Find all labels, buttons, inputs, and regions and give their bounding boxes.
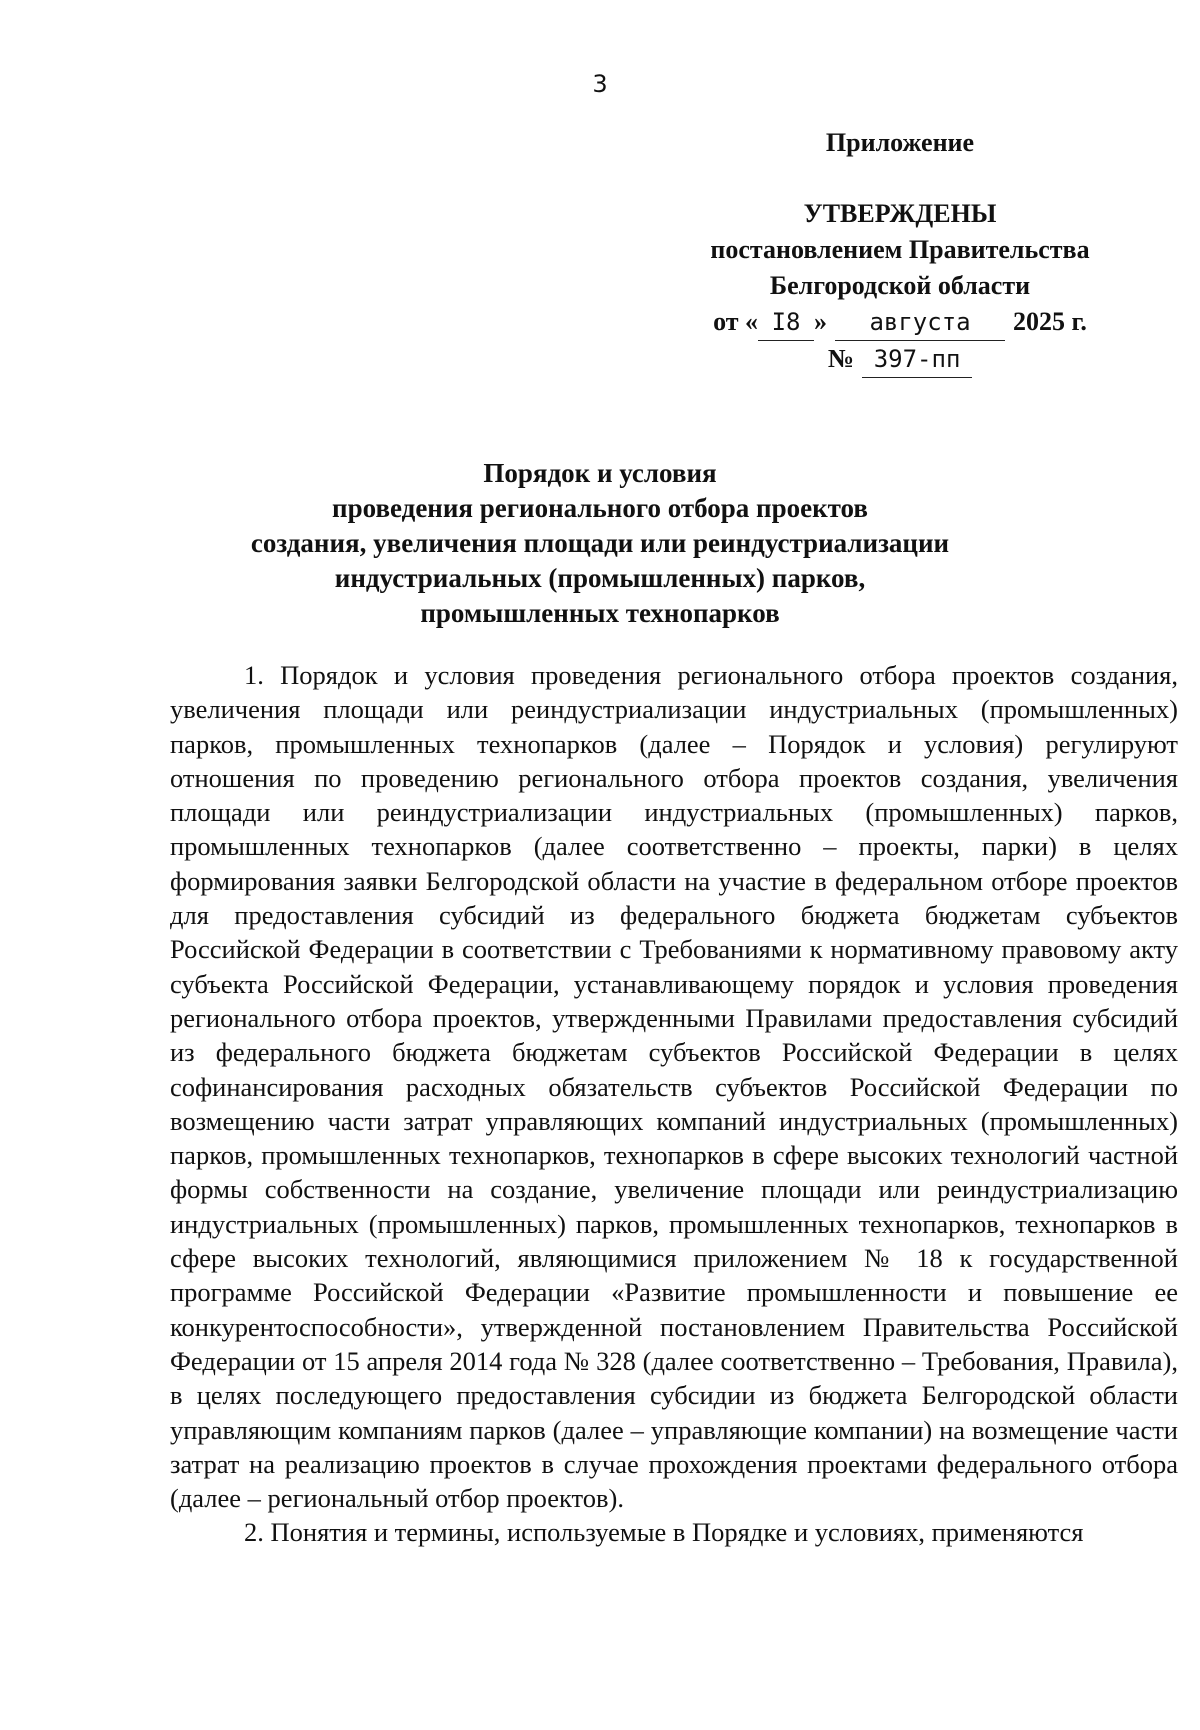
body-text [170,658,1178,1550]
title-line-1: Порядок и условия [483,458,717,488]
date-quote-close: » [814,307,828,336]
approval-day: I8 [758,304,814,341]
page-number: 3 [592,70,608,98]
approval-block [640,196,1160,378]
approved-heading: УТВЕРЖДЕНЫ [803,199,997,228]
number-prefix: № [827,344,855,373]
approval-number: 397-пп [862,341,972,378]
approved-by-line-2: Белгородской области [769,271,1031,300]
approval-month: августа [835,304,1005,341]
approval-date-line [640,304,1160,341]
date-prefix: от « [713,307,759,336]
title-line-3: создания, увеличения площади или реиндустриализации [250,528,950,558]
paragraph-2: 2. Понятия и термины, используемые в Порядке и условиях, применяются [244,1517,1084,1548]
approval-year: 2025 г. [1013,307,1087,336]
appendix-label: Приложение [825,128,975,157]
approval-number-line [640,341,1160,378]
paragraph-1: 1. Порядок и условия проведения регионального отбора проектов создания, увеличения площади или реиндустриализации индустриальных (промышленных) парков, промышленных технопарков (далее – Порядок и условия) регулируют отношения по проведению регионального отбора проектов создания, увеличения площади или реиндустриализации индустриальных (промышленных) парков, промышленных технопарков (далее соответственно – проекты, парки) в целях формирования заявки Белгородской области на участие в федеральном отборе проектов для предоставления субсидий из федерального бюджета бюджетам субъектов Российской Федерации в соответствии с Требованиями к нормативному правовому акту субъекта Российской Федерации, устанавливающему порядок и условия проведения регионального отбора проектов, утвержденными Правилами предоставления субсидий из федерального бюджета бюджетам субъектов Российской Федерации в целях софинансирования расходных обязательств субъектов Российской Федерации по возмещению части затрат управляющих компаний индустриальных (промышленных) парков, промышленных технопарков, технопарков в сфере высоких технологий частной формы собственности на создание, увеличение площади или реиндустриализацию индустриальных (промышленных) парков, промышленных технопарков, технопарков в сфере высоких технологий, являющимися приложением № 18 к государственной программе Российской Федерации «Развитие промышленности и повышение ее конкурентоспособности», утвержденной постановлением Правительства Российской Федерации от 15 апреля 2014 года № 328 (далее соответственно – Требования, Правила), в целях последующего предоставления субсидии из бюджета Белгородской области управляющим компаниям парков (далее – управляющие компании) на возмещение части затрат на реализацию проектов в случае прохождения проектами федерального отбора (далее – региональный отбор проектов). [170,660,1178,1514]
title-line-5: промышленных технопарков [420,598,780,628]
title-line-4: индустриальных (промышленных) парков, [334,563,866,593]
approved-by-line-1: постановлением Правительства [710,235,1090,264]
document-title [150,456,1050,631]
title-line-2: проведения регионального отбора проектов [332,493,868,523]
